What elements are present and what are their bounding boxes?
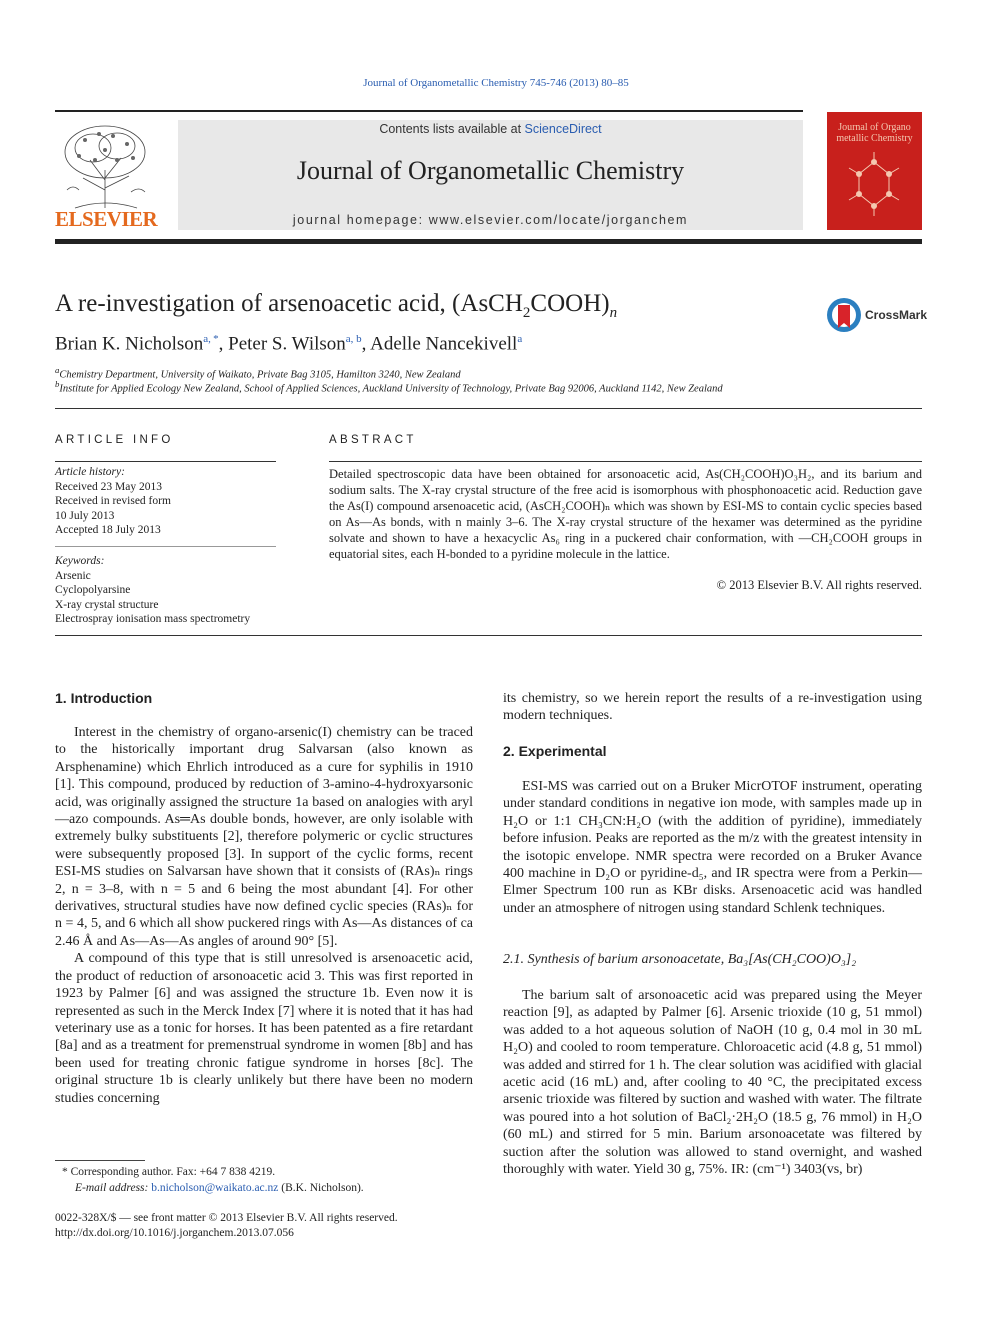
header-thick-rule — [55, 239, 922, 244]
author-affiliation-mark[interactable]: a, * — [203, 333, 219, 345]
email-footnote — [75, 1182, 364, 1194]
corresponding-footnote: * Corresponding author. Fax: +64 7 838 4219. — [62, 1166, 276, 1178]
article-info-heading: ARTICLE INFO — [55, 434, 174, 446]
keyword: Electrospray ionisation mass spectrometry — [55, 613, 251, 626]
history-item: Received 23 May 2013 — [55, 480, 162, 493]
affiliation-rule — [55, 408, 922, 409]
keyword: Arsenic — [55, 569, 91, 582]
abstract-copyright: © 2013 Elsevier B.V. All rights reserved. — [716, 578, 922, 592]
journal-homepage[interactable]: journal homepage: www.elsevier.com/locate/jorganchem — [292, 213, 689, 227]
info-divider — [55, 546, 276, 547]
author-name[interactable]: Peter S. Wilson — [228, 333, 346, 355]
email-label: E-mail address: — [75, 1182, 152, 1194]
crossmark-badge[interactable] — [825, 296, 928, 336]
elsevier-tree-icon — [55, 120, 155, 212]
affiliation-mark: b — [55, 379, 60, 389]
keyword: X-ray crystal structure — [55, 598, 159, 611]
journal-cover-thumbnail[interactable] — [827, 112, 922, 230]
email-suffix: (B.K. Nicholson). — [278, 1182, 364, 1194]
paragraph: A compound of this type that is still unresolved is arsenoacetic acid, the product of reduction of arsonoacetic acid 3. This was first reported in 1923 by Palmer [6] and was assigned the structure 1b. Even now it is represented as such in the Merck Index [7] where it is noted that it has had veterinary use as a tonic for horses. It has been patented as a fire retardant [8a] and as a treatment for premenstrual syndrome in women [8b] and has been used for treating chronic fatigue syndrome in horses [8c]. The original structure 1b is clearly unlikely but there have been no modern studies concerning — [55, 951, 473, 1106]
author-affiliation-mark[interactable]: a, b — [345, 333, 362, 345]
history-item: Received in revised form — [55, 495, 171, 508]
contents-prefix: Contents lists available at — [379, 122, 525, 136]
abstract-text: Detailed spectroscopic data have been obtained for arsonoacetic acid, As(CH₂COOH)O₃H₂, and its barium and sodium salts. The X-ray crystal structure of the free acid is isomorphous with phosphonoacetic acid. Reduction gave the As(I) compound arsenoacetic acid, (AsCH₂COOH)ₙ which was shown by ESI-MS to contain cyclic species based on As—As bonds, with n mainly 3–6. The X-ray crystal structure of the hexamer was determined as the pyridine solvate and shown to have a hexacyclic As₆ ring in a puckered chair conformation, with —CH₂COOH groups in equatorial sites, each H-bonded to a pyridine molecule in the lattice. — [329, 467, 922, 561]
keyword: Cyclopolyarsine — [55, 584, 131, 597]
title-subscript: 2 — [522, 305, 531, 321]
info-rule — [55, 461, 276, 462]
section-heading: 1. Introduction — [55, 690, 153, 706]
section-heading: 2. Experimental — [503, 743, 607, 759]
paragraph: ESI-MS was carried out on a Bruker MicrOTOF instrument, operating under standard conditions in negative ion mode, with samples made up in H₂O or 1:1 CH₃CN:H₂O (with the addition of pyridine), immediately before infusion. Peaks are reported as the m/z with the greatest intensity in the isotopic envelope. NMR spectra were recorded on a Bruker Avance 400 machine in D₂O or pyridine-d₅, and IR spectra were from a Perkin—Elmer Spectrum 100 run as KBr disks. Arsenoacetic acid was handled under an atmosphere of nitrogen using standard Schlenk techniques. — [503, 779, 922, 916]
paragraph: its chemistry, so we herein report the results of a re-investigation using modern techniques. — [503, 691, 922, 724]
paragraph: The barium salt of arsonoacetic acid was prepared using the Meyer reaction [9], as adapted by Palmer [6]. Arsenic trioxide (10 g, 51 mmol) was added to a hot aqueous solution of NaOH (10 g, 0.4 mol in 30 mL H₂O) and cooled to room temperature. Chloroacetic acid (4.8 g, 51 mmol) was added and stirred for 1 h. The clear solution was acidified with glacial acetic acid (16 mL) and, after cooling to 40 °C, the precipitated excess arsenic trioxide was filtered by suction and washed with water. The filtrate was poured into a hot solution of BaCl₂·2H₂O (18.5 g, 76 mmol) in H₂O (60 mL) and stirred for 5 min. Barium arsonoacetate was filtered by suction after the solution was allowed to stand overnight, and washed thoroughly with water. Yield 30 g, 75%. IR: (cm⁻¹) 3403(vs, br) — [503, 988, 922, 1178]
title-text-2: COOH) — [530, 290, 610, 317]
sciencedirect-link[interactable]: ScienceDirect — [524, 122, 602, 136]
journal-title: Journal of Organometallic Chemistry — [296, 156, 685, 185]
elsevier-logo[interactable] — [55, 120, 158, 232]
abstract-rule — [329, 461, 922, 462]
affiliation-text: Institute for Applied Ecology New Zealand, School of Applied Sciences, Auckland University of Technology, Private Bag 92006, Auckland 1142, New Zealand — [59, 383, 723, 395]
cover-title: Journal of Organo metallic Chemistry — [836, 122, 913, 144]
abstract-heading: ABSTRACT — [329, 434, 417, 446]
author-name[interactable]: Adelle Nancekivell — [370, 333, 518, 355]
experimental-text — [503, 778, 922, 917]
crossmark-label: CrossMark — [865, 308, 928, 322]
affiliation-text: Chemistry Department, University of Waikato, Private Bag 3105, Hamilton 3240, New Zealand — [59, 369, 461, 381]
journal-masthead — [178, 120, 803, 230]
affiliation-mark: a — [55, 365, 60, 375]
author-affiliation-mark[interactable]: a — [517, 333, 523, 345]
title-text: A re-investigation of arsenoacetic acid, (AsCH — [55, 290, 523, 317]
right-column-intro — [503, 690, 922, 725]
article-title — [55, 290, 617, 322]
keywords — [55, 554, 276, 627]
paragraph: Interest in the chemistry of organo-arsenic(I) chemistry can be traced to the historically important drug Salvarsan (also known as Arsphenamine) which Ehrlich introduced as a cure for syphilis in 1910 [1]. This compound, produced by reduction of 3-amino-4-hydroxyarsonic acid, was originally assigned the structure 1a based on analogies with aryl—azo compounds. As═As double bonds, however, are only isolable with extremely bulky substituents [2], therefore polymeric or cyclic structures were subsequently proposed [3]. In support of the cyclic forms, recent ESI-MS studies on Salvarsan have shown that it consists of (RAs)ₙ rings 2, n = 3–8, with n = 5 and 6 being the most abundant [4]. For other derivatives, structural studies have now defined cyclic species (RAs)ₙ for n = 4, 5, and 6 which all show puckered rings with As—As distances of ca 2.46 Å and As—As—As angles of around 90° [5]. — [55, 725, 473, 949]
title-subscript-n: n — [609, 305, 618, 321]
keywords-label: Keywords: — [55, 555, 105, 567]
elsevier-wordmark: ELSEVIER — [55, 207, 158, 231]
history-item: Accepted 18 July 2013 — [55, 524, 161, 537]
article-history — [55, 465, 276, 538]
doi-link[interactable]: http://dx.doi.org/10.1016/j.jorganchem.2013.07.056 — [55, 1227, 294, 1239]
header-rule — [55, 110, 803, 112]
author-list: Brian K. Nicholson$^{a, *}$, Peter S. Wilson$^{a, b}$, Adelle Nancekivell$^a$ — [55, 333, 523, 355]
subsection-heading: 2.1. Synthesis of barium arsonoacetate, Ba₃[As(CH₂COO)O₃]₂ — [503, 952, 857, 967]
cover-molecule-icon — [827, 112, 922, 230]
history-item: 10 July 2013 — [55, 509, 115, 522]
abstract-bottom-rule — [55, 635, 922, 636]
email-link[interactable]: b.nicholson@waikato.ac.nz — [151, 1182, 279, 1194]
contents-line — [178, 122, 803, 136]
left-column — [55, 724, 473, 1107]
journal-citation[interactable]: Journal of Organometallic Chemistry 745-746 (2013) 80–85 — [363, 77, 629, 89]
affiliation — [55, 379, 723, 395]
footnote-rule — [55, 1160, 145, 1161]
history-label: Article history: — [55, 466, 125, 478]
issn-line: 0022-328X/$ — see front matter © 2013 Elsevier B.V. All rights reserved. — [55, 1212, 398, 1224]
author-name[interactable]: Brian K. Nicholson — [55, 333, 204, 355]
synthesis-text — [503, 987, 922, 1178]
crossmark-icon — [825, 296, 863, 334]
